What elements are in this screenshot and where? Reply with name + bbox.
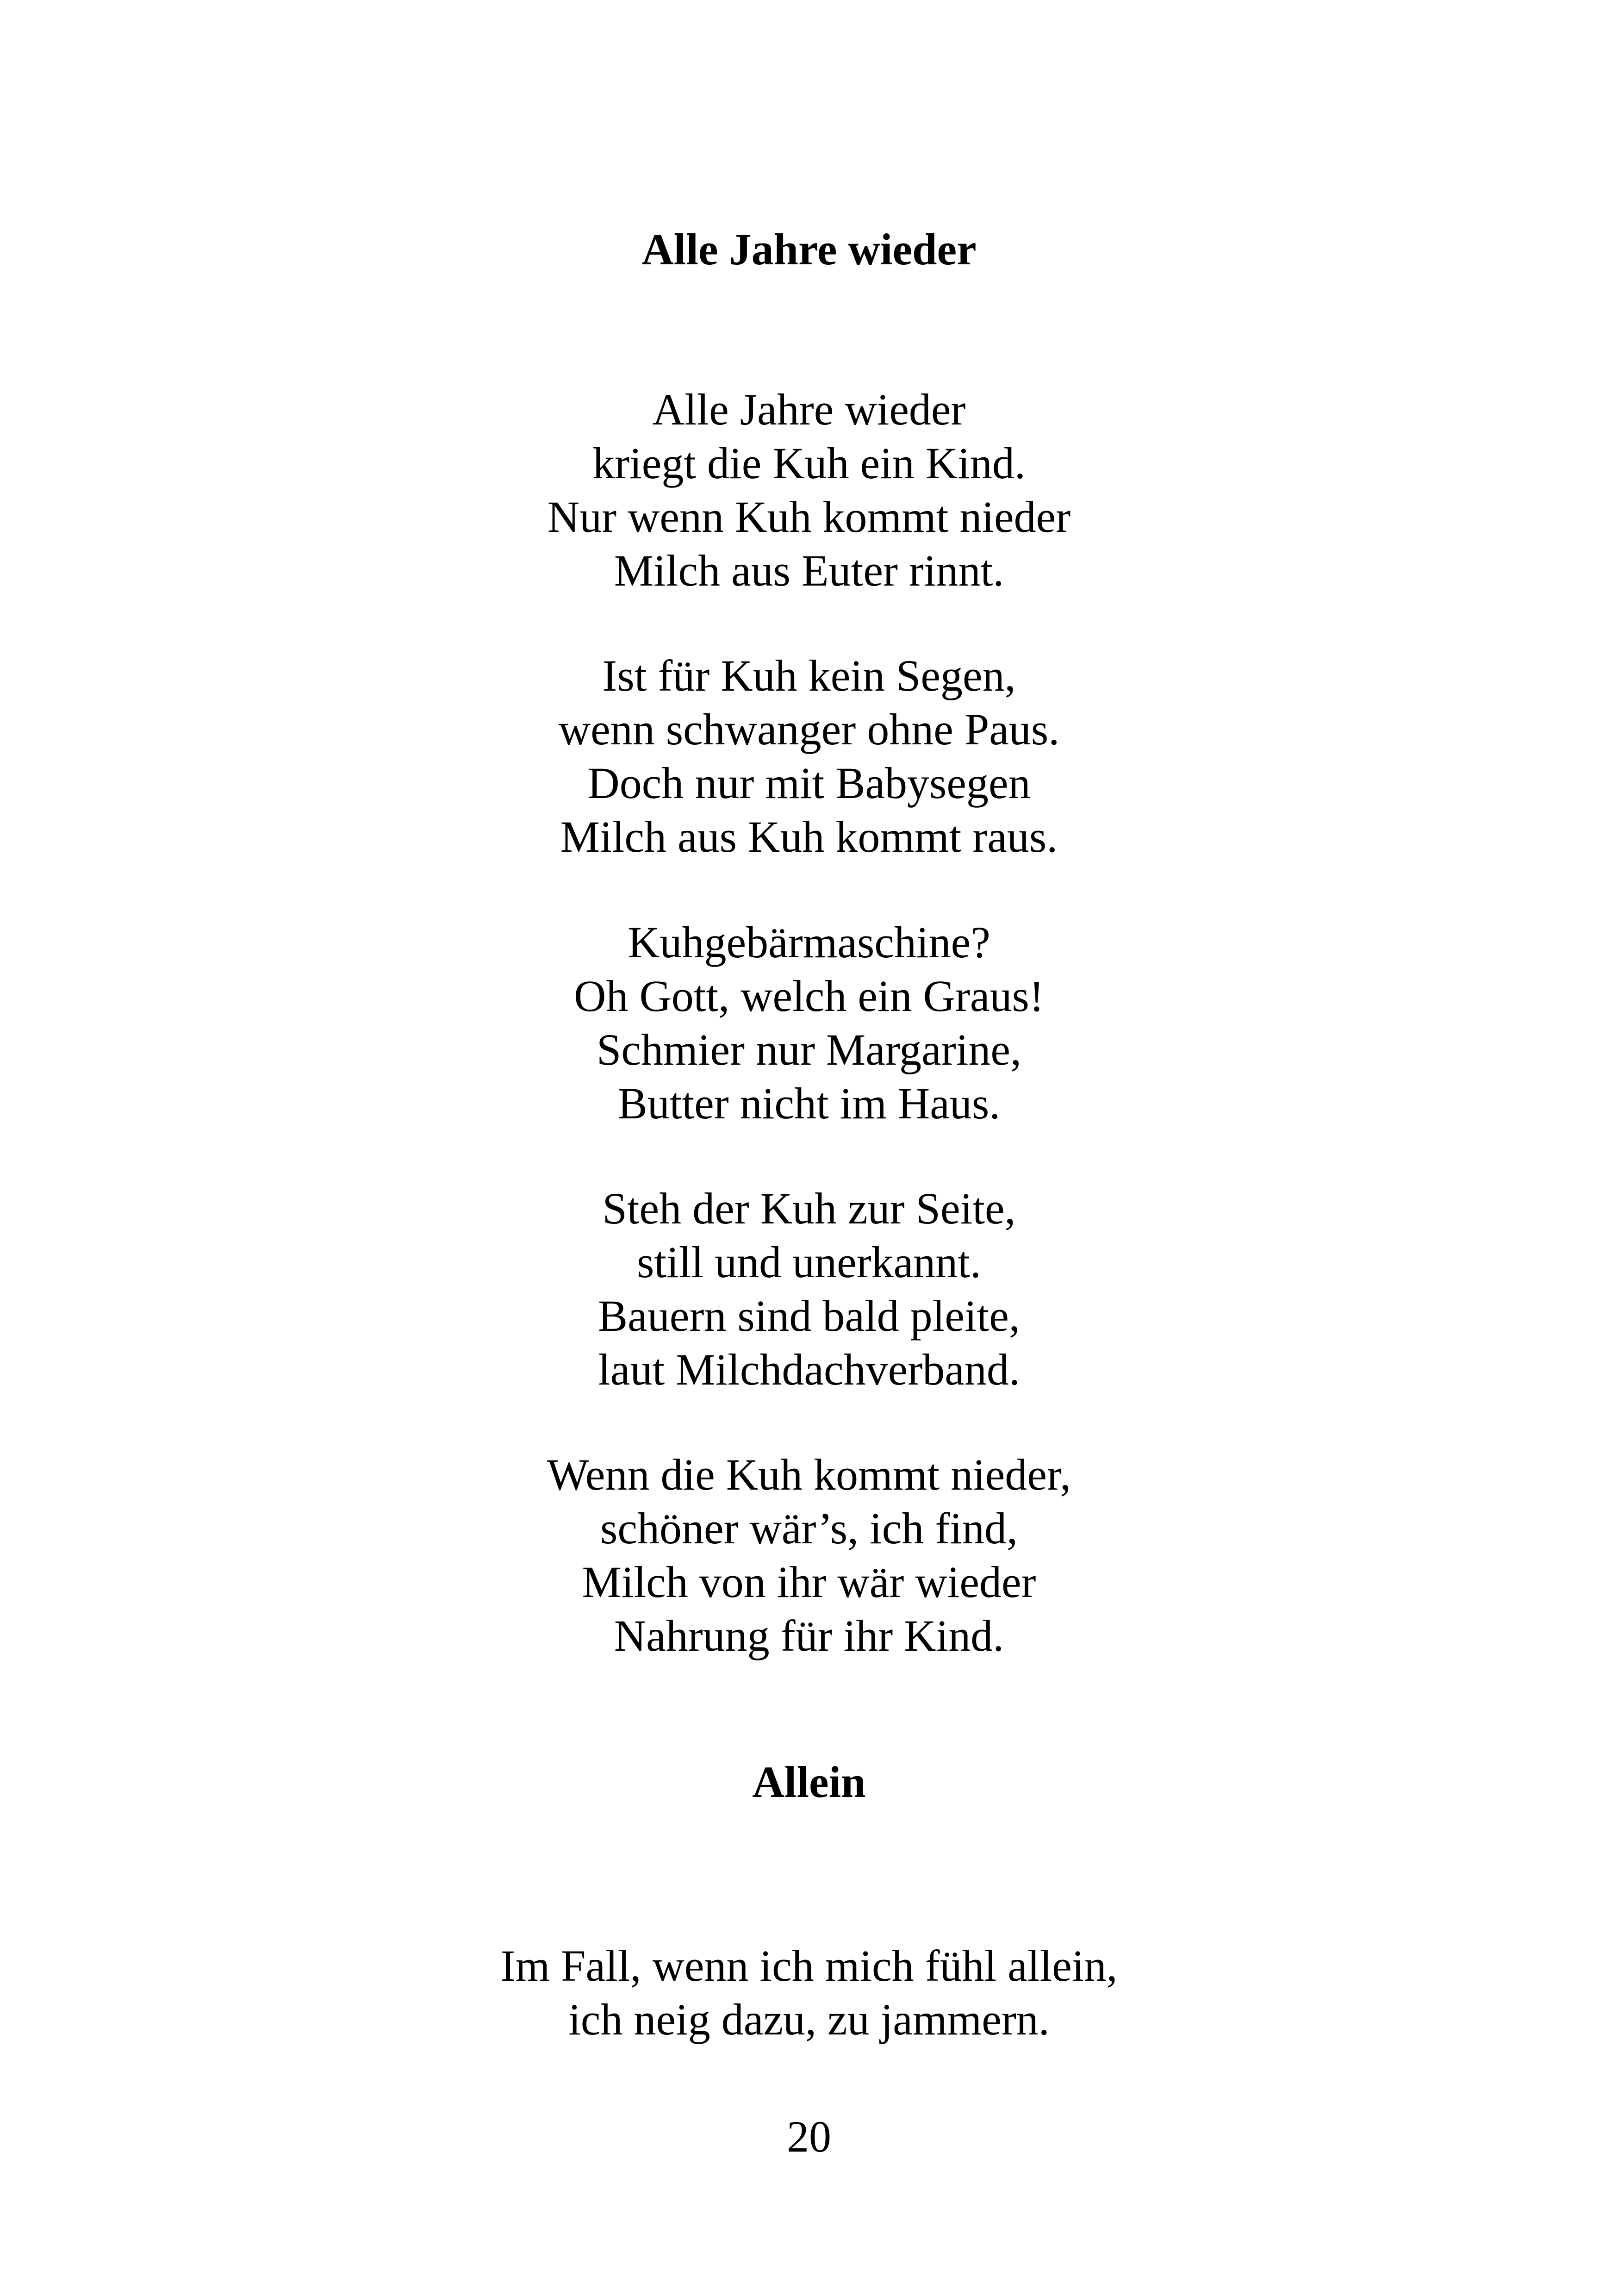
- verse-line: laut Milchdachverband.: [598, 1345, 1020, 1394]
- verse-line: schöner wär’s, ich find,: [600, 1504, 1018, 1553]
- verse-line: Nur wenn Kuh kommt nieder: [547, 492, 1071, 542]
- verse-line: Butter nicht im Haus.: [617, 1079, 1001, 1128]
- verse-line: still und unerkannt.: [637, 1237, 981, 1287]
- poem-title: Alle Jahre wieder: [641, 225, 977, 274]
- verse-line: Milch von ihr wär wieder: [582, 1557, 1036, 1607]
- verse-line: Doch nur mit Babysegen: [587, 758, 1031, 808]
- verse-line: kriegt die Kuh ein Kind.: [592, 438, 1026, 488]
- verse-line: Alle Jahre wieder: [652, 385, 966, 434]
- verse-line: Milch aus Kuh kommt raus.: [560, 812, 1058, 861]
- verse-line: Nahrung für ihr Kind.: [614, 1611, 1004, 1660]
- stanza: [0, 1448, 1618, 1663]
- verse-line: Kuhgebärmaschine?: [628, 917, 990, 967]
- stanza: [0, 1939, 1618, 2046]
- verse-line: wenn schwanger ohne Paus.: [558, 705, 1060, 754]
- verse-line: Ist für Kuh kein Segen,: [602, 651, 1016, 700]
- verse-line: Steh der Kuh zur Seite,: [602, 1184, 1016, 1233]
- verse-line: Schmier nur Margarine,: [597, 1025, 1021, 1074]
- verse-line: Im Fall, wenn ich mich fühl allein,: [500, 1941, 1118, 1990]
- verse-line: Bauern sind bald pleite,: [598, 1291, 1020, 1341]
- verse-line: ich neig dazu, zu jammern.: [568, 1995, 1050, 2044]
- stanza: [0, 383, 1618, 598]
- poem-title: Allein: [752, 1757, 866, 1807]
- page-number: 20: [787, 2112, 831, 2161]
- verse-line: Milch aus Euter rinnt.: [614, 546, 1004, 595]
- verse-line: Oh Gott, welch ein Graus!: [574, 971, 1044, 1021]
- stanza: [0, 649, 1618, 864]
- stanza: [0, 916, 1618, 1130]
- stanza: [0, 1182, 1618, 1397]
- verse-line: Wenn die Kuh kommt nieder,: [547, 1450, 1071, 1499]
